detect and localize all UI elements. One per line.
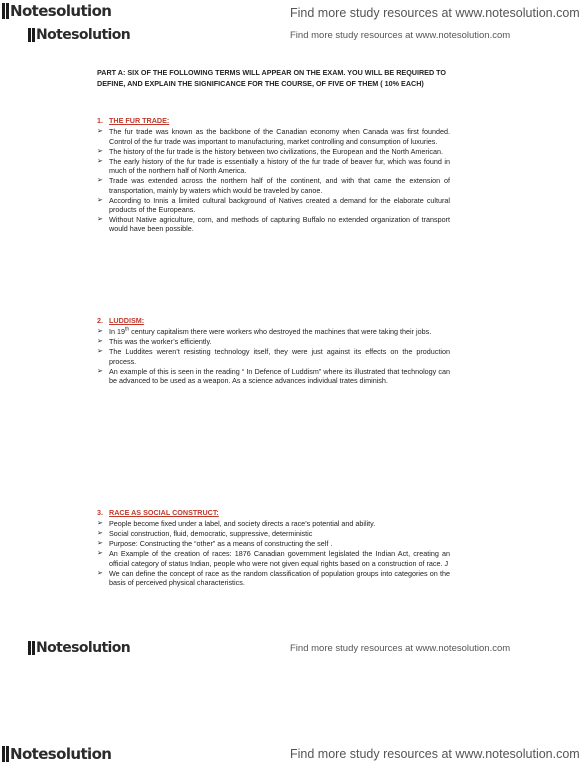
list-item: ➢ Social construction, fluid, democratic, suppressive, deterministic <box>97 529 450 538</box>
bullet-list <box>97 519 450 587</box>
list-item: ➢ We can define the concept of race as the random classification of population groups into categories on the basis of perceived physical characteristics. <box>97 569 450 588</box>
part-a-heading: PART A: SIX OF THE FOLLOWING TERMS WILL APPEAR ON THE EXAM. YOU WILL BE REQUIRED TO DEFINE, AND EXPLAIN THE SIGNIFICANCE FOR THE COURSE, OF FIVE OF THEM ( 10% EACH) <box>97 68 446 88</box>
section-number: 1. <box>97 116 103 125</box>
inner-study-resources-banner: Find more study resources at www.notesolution.com <box>290 30 511 41</box>
logo-text: Notesolution <box>10 745 112 763</box>
section-fur-trade <box>97 116 450 234</box>
logo-bar-icon <box>32 641 35 655</box>
logo-bar-icon <box>6 746 9 762</box>
notesolution-logo <box>2 2 111 20</box>
section-title-text: THE FUR TRADE: <box>109 116 170 125</box>
bullet-list <box>97 127 450 233</box>
list-item: ➢ In 19th century capitalism there were workers who destroyed the machines that were taking their jobs. <box>97 327 450 336</box>
ordinal-superscript: th <box>125 327 130 334</box>
list-item: ➢ An example of this is seen in the reading “ In Defence of Luddism” where its illustrated that technology can be advanced to be used as a weapon. As a science advances individual trates diminish. <box>97 367 450 386</box>
logo-bar-icon <box>28 641 31 655</box>
logo-bar-icon <box>28 28 31 42</box>
list-item: ➢ The Luddites weren’t resisting technology itself, they were just against its effects on the production process. <box>97 347 450 366</box>
logo-text: Notesolution <box>36 27 131 43</box>
list-item: ➢ The early history of the fur trade is essentially a history of the fur trade of beaver fur, which was found in much of the northern half of North America. <box>97 157 450 176</box>
logo-bar-icon <box>6 3 9 19</box>
logo-text: Notesolution <box>36 640 131 656</box>
section-title-text: LUDDISM: <box>109 316 145 325</box>
list-item: ➢ The history of the fur trade is the history between two civilizations, the European and the North American. <box>97 147 450 156</box>
section-number: 2. <box>97 316 103 325</box>
list-item: ➢ Trade was extended across the northern half of the continent, and with that came the extension of transportation, mainly by waters which would be traveled by canoe. <box>97 176 450 195</box>
section-number: 3. <box>97 508 103 517</box>
list-item: ➢ This was the worker’s efficiently. <box>97 337 450 346</box>
section-title-text: RACE AS SOCIAL CONSTRUCT: <box>109 508 219 517</box>
logo-bar-icon <box>2 3 5 19</box>
logo-bar-icon <box>2 746 5 762</box>
logo-text: Notesolution <box>10 2 112 20</box>
list-item: ➢ According to Innis a limited cultural background of Natives created a demand for the elaborate cultural products of the Europeans. <box>97 196 450 215</box>
list-item: ➢ An Example of the creation of races: 1876 Canadian government legislated the Indian Act, creating an official category of status Indian, people who were not given equal rights based on a construction of race. J <box>97 549 450 568</box>
list-item: ➢ Purpose: Constructing the “other” as a means of constructing the self . <box>97 539 450 548</box>
study-resources-banner: Find more study resources at www.notesolution.com <box>290 6 580 20</box>
list-item: ➢ Without Native agriculture, corn, and methods of capturing Buffalo no extended organization of transport would have been possible. <box>97 215 450 234</box>
footer-study-resources-banner: Find more study resources at www.notesolution.com <box>290 643 511 654</box>
footer-notesolution-logo <box>28 640 130 656</box>
inner-notesolution-logo <box>28 27 130 43</box>
section-title <box>97 508 450 517</box>
bottom-study-resources-banner: Find more study resources at www.notesolution.com <box>290 747 580 761</box>
bottom-notesolution-logo <box>2 745 111 763</box>
logo-bar-icon <box>32 28 35 42</box>
list-item: ➢ People become fixed under a label, and society directs a race’s potential and ability. <box>97 519 450 528</box>
section-title <box>97 316 450 325</box>
section-race-social-construct <box>97 508 450 588</box>
section-luddism <box>97 316 450 386</box>
list-item: ➢ The fur trade was known as the backbone of the Canadian economy when Canada was first founded. Control of the fur trade was important to manufacturing, market controlling and consumption of luxuries. <box>97 127 450 146</box>
section-title <box>97 116 450 125</box>
bullet-list <box>97 327 450 385</box>
